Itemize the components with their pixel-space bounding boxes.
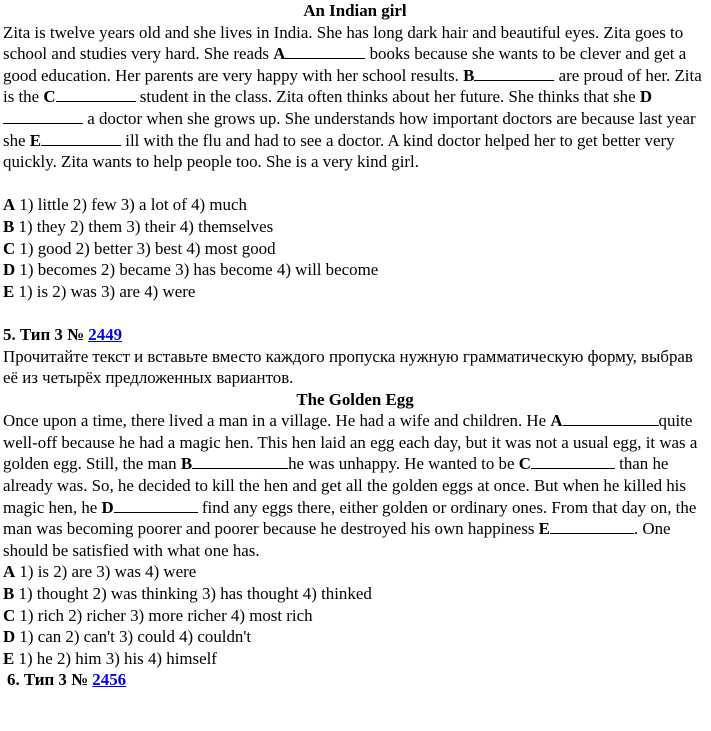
gap-label-a: A	[273, 44, 286, 64]
task-5-link[interactable]: 2449	[88, 324, 123, 344]
gap2-label-d: D	[101, 497, 114, 517]
gap2-d	[114, 498, 198, 513]
gap-label-e: E	[29, 130, 42, 150]
gap2-label-a: A	[550, 411, 563, 431]
gap-label-d: D	[639, 87, 653, 107]
task-6-link[interactable]: 2456	[92, 670, 127, 690]
option2-line-a: A 1) is 2) are 3) was 4) were	[3, 562, 197, 582]
option2-line-b: B 1) thought 2) was thinking 3) has thought 4) thinked	[3, 584, 372, 604]
text2-paragraph: Once upon a time, there lived a man in a village. He had a wife and children. He A quite well-off because he had a magic hen. This hen laid an egg each day, but it was not a usual egg, it was a golden egg. Still, the man B he was unhappy. He wanted to be C than he already was. So, he decided to kill the hen and get all the golden eggs at once. But when he killed his magic hen, he D find any eggs there, either golden or ordinary ones. From that day on, the man was becoming poorer and poorer because he destroyed his own happiness E . One should be satisfied with what one has.	[3, 411, 698, 560]
task-5-header: 5. Тип 3 № 2449	[3, 324, 123, 344]
option-line-d: D 1) becomes 2) became 3) has become 4) will become	[3, 260, 379, 280]
gap2-label-c: C	[518, 454, 531, 474]
gap2-c	[531, 454, 615, 469]
text1-title: An Indian girl	[303, 1, 407, 20]
option-line-a: A 1) little 2) few 3) a lot of 4) much	[3, 195, 247, 215]
option-line-c: C 1) good 2) better 3) best 4) most good	[3, 238, 276, 258]
option2-line-c: C 1) rich 2) richer 3) more richer 4) most rich	[3, 605, 313, 625]
gap2-label-b: B	[180, 454, 193, 474]
task-6-header: 6. Тип 3 № 2456	[7, 670, 127, 690]
gap2-a	[563, 411, 659, 426]
gap-a	[285, 44, 365, 59]
gap-c	[56, 87, 136, 102]
gap2-label-e: E	[538, 519, 550, 539]
instruction-text: Прочитайте текст и вставьте вместо каждого пропуска нужную грамматическую форму, выбрав её из четырёх предложенных вариантов.	[3, 346, 693, 388]
text2-title: The Golden Egg	[296, 389, 414, 409]
text1-paragraph: Zita is twelve years old and she lives in India. She has long dark hair and beautiful eyes. Zita goes to school and studies very hard. She reads A books because she wants to be clever and get a good education. Her parents are very happy with her school results. B are proud of her. Zita is the C student in the class. Zita often thinks about her future. She thinks that she D a doctor when she grows up. She understands how important doctors are because last year she E ill with the flu and had to see a doctor. A kind doctor helped her to get better very quickly. Zita wants to help people too. She is a very kind girl.	[3, 22, 702, 172]
text2-options	[3, 561, 707, 669]
gap2-b	[192, 454, 288, 469]
gap-d	[3, 109, 83, 124]
option-line-b: B 1) they 2) them 3) their 4) themselves	[3, 216, 274, 236]
gap-label-c: C	[43, 87, 56, 107]
gap-label-b: B	[463, 65, 475, 85]
text1-options	[3, 194, 707, 302]
gap-e	[41, 131, 121, 146]
gap2-e	[550, 519, 634, 534]
option2-line-d: D 1) can 2) can't 3) could 4) couldn't	[3, 627, 252, 647]
option-line-e: E 1) is 2) was 3) are 4) were	[3, 281, 196, 301]
option2-line-e: E 1) he 2) him 3) his 4) himself	[3, 648, 217, 668]
gap-b	[474, 66, 554, 81]
